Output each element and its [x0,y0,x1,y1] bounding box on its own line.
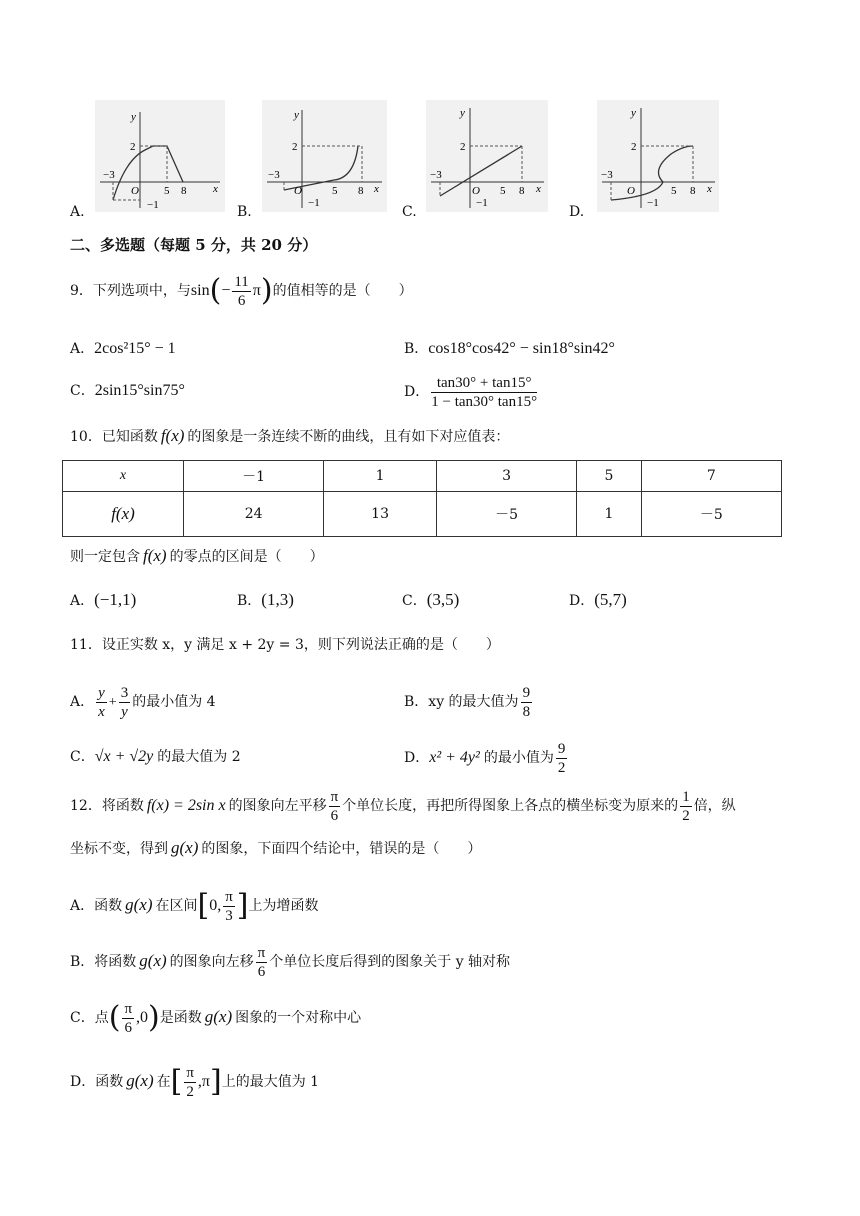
q9-d-label: D． [404,384,430,400]
q12-half-frac [680,788,692,825]
graph-option-a-letter[interactable]: A. [70,204,85,220]
graph-d-tick-5: 5 [671,185,677,197]
q12-a-bracket-right: ] [236,888,249,923]
graph-a-svg [95,100,225,212]
graph-c-tick-neg1: −1 [476,197,488,209]
table-cell: －5 [641,492,781,537]
q10-suffix: 的图象是一条连续不断的曲线，且有如下对应值表： [187,429,510,445]
graph-d-tick-8: 8 [690,185,696,197]
section-title: 二、多选题（每题 5 分，共 20 分） [70,236,318,254]
q11-d-expr: x² + 4y² [429,749,480,766]
q11-option-b[interactable] [404,680,534,724]
q12-d-label: D． [70,1074,96,1090]
q11-d-frac [556,740,568,777]
q12-c-gx: g(x) [204,1007,233,1026]
q9-stem [70,268,413,314]
q9-option-b[interactable] [404,338,615,358]
q11-b-num: 9 [522,684,531,701]
q12-a-num: π [225,888,233,905]
q12-a-c: 上为增函数 [248,898,319,914]
graph-a-tick-2: 2 [130,141,136,153]
q9-a-expr: 2cos²15° − 1 [94,340,176,357]
q12-c-den: 6 [124,1019,132,1036]
graph-c-x-label: x [536,183,541,195]
q12-option-d[interactable] [70,1058,319,1104]
q12-d-b: 在 [156,1074,171,1090]
table-cell: 1 [577,492,642,537]
q11-a-plus: + [108,695,117,710]
graph-b-y-label: y [294,109,299,121]
q11-option-c[interactable] [70,746,241,766]
q12-d-tail: ,π [197,1073,210,1090]
graph-a-origin: O [131,185,139,197]
graph-a-tick-8: 8 [181,185,187,197]
q11-a-text: 的最小值为 4 [132,694,216,710]
q12-d-frac [184,1064,196,1101]
q10-after-suffix: 的零点的区间是（ ） [169,549,324,565]
graph-b-origin: O [294,185,302,197]
q11-d-label: D． [404,750,430,766]
q12-line1-d: 倍，纵 [693,798,736,814]
q12-d-den: 2 [186,1083,194,1100]
q9-option-a[interactable] [70,338,176,358]
q12-c-num: π [124,1000,133,1017]
q12-stem-line1 [70,784,736,828]
q11-a-n2: 3 [120,684,129,701]
q11-a-label: A． [70,694,95,710]
q12-c-tail: ,0 [136,1009,149,1026]
table-row [63,492,782,537]
q10-value-table [62,460,782,537]
q9-pi: π [252,282,261,299]
q9-c-expr: 2sin15°sin75° [94,382,185,399]
q12-b-den: 6 [257,963,266,980]
table-cell: 3 [436,461,576,492]
graph-d-y-label: y [631,107,636,119]
q12-stem-line2 [70,836,481,861]
table-cell: －1 [184,461,324,492]
graph-option-a-image [95,100,225,212]
q10-b-label: B． [237,593,262,609]
q12-shift-frac [329,788,341,825]
q12-c-a: 点 [94,1010,109,1026]
q12-line1-a: 12．将函数 [70,798,144,814]
graph-b-tick-neg3: −3 [268,169,280,181]
q12-b-b: 的图象向左移 [169,954,254,970]
graph-c-origin: O [472,185,480,197]
q11-b-den: 8 [522,703,531,720]
graph-a-tick-5: 5 [164,185,170,197]
q11-d-num: 9 [557,740,566,757]
table-cell: 1 [324,461,437,492]
q9-b-expr: cos18°cos42° − sin18°sin42° [428,340,615,357]
q12-b-label: B． [70,954,95,970]
table-cell: 7 [641,461,781,492]
q10-option-c[interactable] [402,590,459,610]
q12-b-num: π [257,944,266,961]
q9-prefix: 9．下列选项中，与 [70,283,191,299]
q12-d-bracket-left: [ [170,1064,183,1099]
q12-b-frac [256,944,268,981]
q9-paren-right: ) [260,273,273,308]
q12-a-label: A． [70,898,95,914]
q10-b-expr: (1,3) [261,590,294,609]
graph-b-tick-8: 8 [358,185,364,197]
q11-c-text: 的最大值为 2 [157,749,241,765]
graph-b-tick-neg1: −1 [308,197,320,209]
q11-c-label: C． [70,749,95,765]
q10-option-d[interactable] [569,590,627,610]
q11-d-den: 2 [557,759,566,776]
graph-c-tick-8: 8 [519,185,525,197]
graph-d-tick-neg3: −3 [601,169,613,181]
q11-a-frac1 [96,684,107,721]
q9-a-label: A． [70,341,95,357]
graph-d-origin: O [627,185,635,197]
q12-line1-c: 个单位长度，再把所得图象上各点的横坐标变为原来的 [342,798,679,814]
q10-c-label: C． [402,593,427,609]
q12-b-gx: g(x) [139,951,167,970]
table-cell: 13 [324,492,437,537]
q12-a-frac [223,888,235,925]
q11-d-text: 的最小值为 [483,750,554,766]
q9-frac-den: 6 [237,292,246,309]
q12-line2: 坐标不变，得到 [70,841,168,857]
q12-f-expr: f(x) = 2sin x [146,797,226,814]
q12-c-frac [122,1000,134,1037]
q12-d-bracket-right: ] [209,1064,222,1099]
q12-c-c: 图象的一个对称中心 [235,1010,362,1026]
q12-line2-b: 的图象，下面四个结论中，错误的是（ ） [201,841,482,857]
q11-a-d1: x [98,703,105,720]
q10-d-expr: (5,7) [594,590,627,609]
q9-d-den: 1 − tan30° tan15° [431,393,538,410]
graph-d-tick-neg1: −1 [647,197,659,209]
q12-d-num: π [186,1064,194,1081]
graph-b-tick-5: 5 [332,185,338,197]
q12-option-b[interactable] [70,938,510,984]
q10-c-expr: (3,5) [426,590,460,609]
q12-option-a[interactable] [70,882,319,928]
q12-c-paren-left: ( [108,1000,121,1035]
q12-a-den: 3 [225,907,233,924]
q12-half-den: 2 [682,807,690,824]
q11-a-d2: y [121,703,128,720]
q9-c-label: C． [70,383,95,399]
graph-option-d-image [597,100,719,212]
q12-gx: g(x) [171,838,199,857]
graph-c-tick-5: 5 [500,185,506,197]
table-header-fx: f(x) [63,492,184,537]
q12-a-gx: g(x) [125,895,153,914]
q11-option-a[interactable] [70,680,216,724]
q12-d-c: 上的最大值为 1 [221,1074,320,1090]
table-cell: 24 [184,492,324,537]
q9-option-c[interactable] [70,380,185,400]
q9-fraction [232,273,250,310]
q12-d-gx: g(x) [126,1071,154,1090]
q10-fx-2: f(x) [143,546,167,565]
q11-b-label: B． [404,694,429,710]
graph-d-tick-2: 2 [631,141,637,153]
graph-a-x-label: x [213,183,218,195]
q9-frac-num: 11 [234,273,249,290]
q9-d-fraction [431,374,537,411]
graph-option-c-letter[interactable]: C. [402,204,417,220]
q11-a-frac2 [119,684,131,721]
graph-option-d-letter[interactable]: D. [569,204,585,220]
q12-d-a: 函数 [95,1074,124,1090]
q10-option-b[interactable] [237,590,294,610]
graph-d-svg [597,100,719,212]
q12-b-a: 将函数 [94,954,137,970]
q10-a-label: A． [70,593,95,609]
q10-prefix: 10．已知函数 [70,429,158,445]
q11-c-expr: √x + √2y [94,748,154,765]
q12-a-b: 在区间 [155,898,198,914]
q10-option-a[interactable] [70,590,136,610]
table-cell: －5 [436,492,576,537]
graph-option-b-letter[interactable]: B. [237,204,252,220]
table-cell: 5 [577,461,642,492]
q12-c-b: 是函数 [159,1010,202,1026]
q9-option-d[interactable] [404,370,539,414]
q11-b-text: xy 的最大值为 [428,694,519,710]
graph-a-y-label: y [131,111,136,123]
q11-a-n1: y [98,684,105,701]
q11-b-frac [521,684,533,721]
q10-d-label: D． [569,593,595,609]
q9-minus: − [221,282,231,299]
graph-c-y-label: y [460,107,465,119]
q10-question [70,544,324,569]
graph-a-tick-neg3: −3 [103,169,115,181]
graph-b-tick-2: 2 [292,141,298,153]
q10-stem [70,424,509,449]
q10-after-prefix: 则一定包含 [70,549,140,565]
q11-option-d[interactable] [404,736,569,780]
q9-paren-left: ( [209,273,222,308]
q12-option-c[interactable] [70,994,361,1040]
graph-d-x-label: x [707,183,712,195]
q12-line1-b: 的图象向左平移 [228,798,327,814]
q12-a-a: 函数 [94,898,123,914]
q11-stem: 11．设正实数 x，y 满足 x + 2y = 3，则下列说法正确的是（ ） [70,637,500,653]
q12-shift-num: π [330,788,339,805]
table-row [63,461,782,492]
q12-half-num: 1 [682,788,690,805]
q12-b-c: 个单位长度后得到的图象关于 y 轴对称 [269,954,511,970]
table-header-x: x [63,461,184,492]
q9-b-label: B． [404,341,429,357]
graph-b-x-label: x [374,183,379,195]
q9-sin: sin [190,282,210,299]
q12-c-label: C． [70,1010,95,1026]
graph-b-svg [262,100,387,212]
q12-a-bracket-left: [ [197,888,210,923]
q12-c-paren-right: ) [148,1000,160,1035]
graph-option-b-image [262,100,387,212]
q10-fx: f(x) [160,426,185,445]
q9-suffix: 的值相等的是（ ） [272,283,413,299]
graph-c-svg [426,100,548,212]
graph-a-tick-neg1: −1 [147,199,159,211]
q12-shift-den: 6 [330,807,339,824]
graph-c-tick-neg3: −3 [430,169,442,181]
q10-a-expr: (−1,1) [94,590,137,609]
graph-option-c-image [426,100,548,212]
q9-d-num: tan30° + tan15° [431,374,537,393]
graph-c-tick-2: 2 [460,141,466,153]
q12-a-int-left: 0, [209,897,222,914]
